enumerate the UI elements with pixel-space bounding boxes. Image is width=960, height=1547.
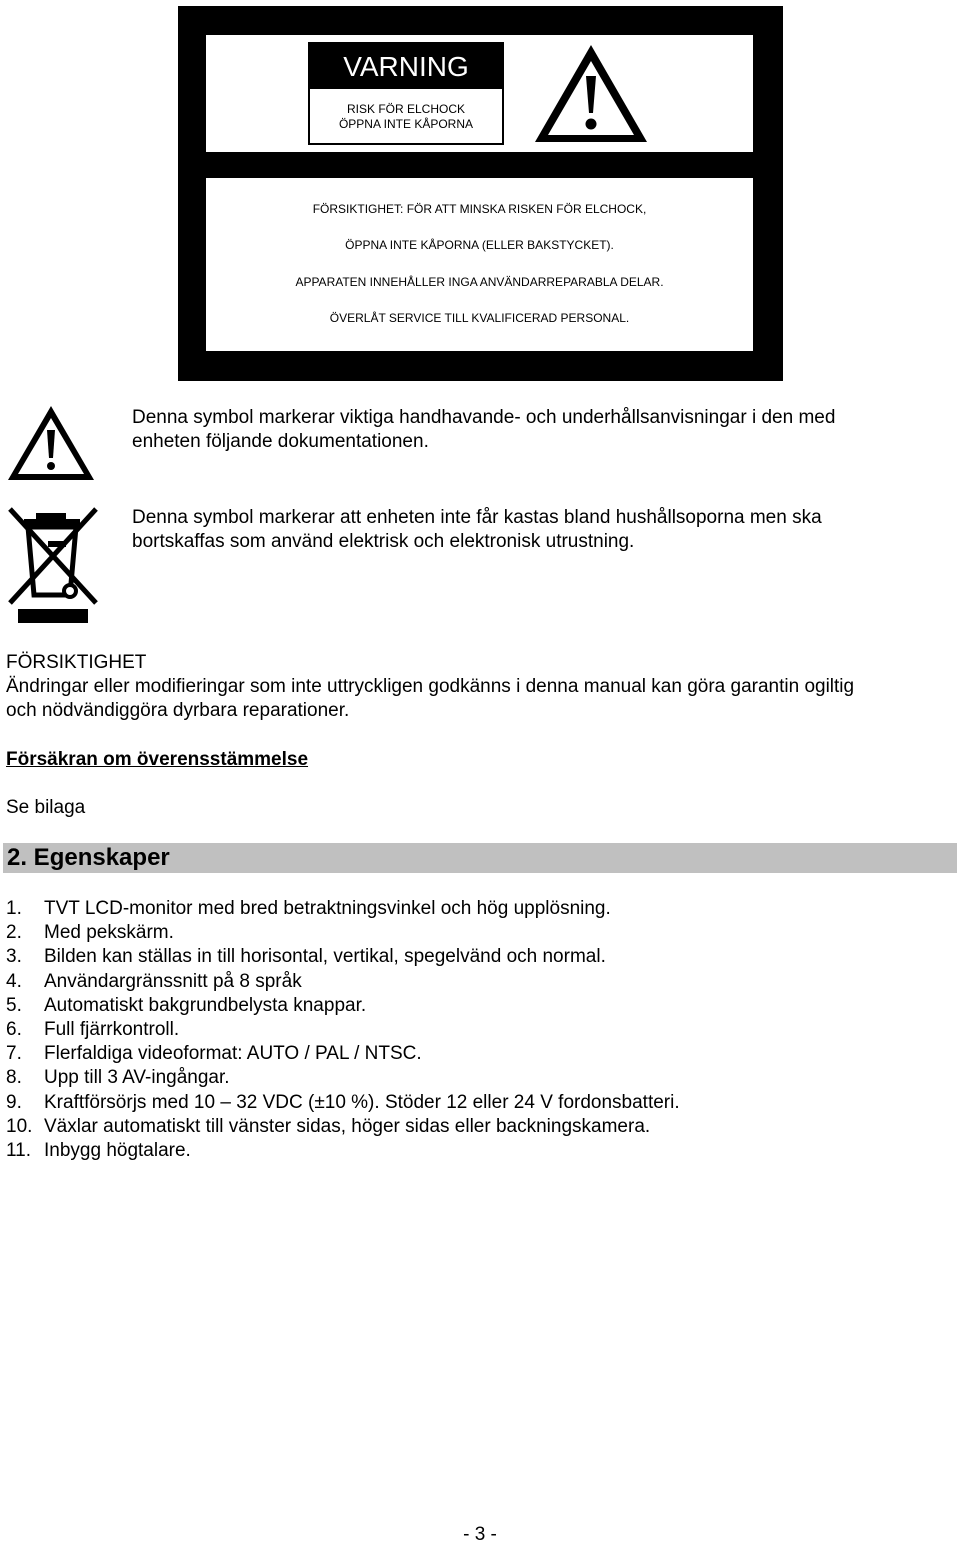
list-item bbox=[6, 1018, 956, 1042]
list-item-number: 9. bbox=[6, 1091, 22, 1113]
caution-text-line-1: Ändringar eller modifieringar som inte uttryckligen godkänns i denna manual kan göra garantin ogiltig bbox=[6, 676, 855, 697]
warning-triangle-icon bbox=[6, 404, 96, 482]
caution-line-1: FÖRSIKTIGHET: FÖR ATT MINSKA RISKEN FÖR ELCHOCK, bbox=[312, 202, 647, 216]
symbol-warning-text bbox=[132, 406, 932, 454]
list-item bbox=[6, 1139, 956, 1163]
symbol-warning-line-2: enheten följande dokumentationen. bbox=[132, 431, 429, 452]
list-item-number: 2. bbox=[6, 922, 22, 944]
list-item bbox=[6, 970, 956, 994]
list-item bbox=[6, 1042, 956, 1066]
section-header-bar bbox=[3, 843, 957, 873]
list-item bbox=[6, 994, 956, 1018]
list-item-text: Flerfaldiga videoformat: AUTO / PAL / NTSC. bbox=[44, 1043, 422, 1065]
list-item-text: Användargränssnitt på 8 språk bbox=[44, 970, 302, 992]
list-item-text: Full fjärrkontroll. bbox=[44, 1018, 180, 1040]
varning-subtitle-1: RISK FÖR ELCHOCK bbox=[346, 102, 466, 116]
list-item-text: Växlar automatiskt till vänster sidas, höger sidas eller backningskamera. bbox=[44, 1115, 651, 1137]
varning-label bbox=[308, 42, 504, 145]
caution-panel bbox=[206, 178, 753, 351]
conformity-heading: Försäkran om överensstämmelse bbox=[6, 749, 309, 770]
list-item-number: 8. bbox=[6, 1067, 22, 1089]
list-item-number: 5. bbox=[6, 994, 22, 1016]
warning-header bbox=[206, 35, 753, 152]
list-item bbox=[6, 1066, 956, 1090]
features-list bbox=[6, 897, 956, 1163]
list-item-text: Inbygg högtalare. bbox=[44, 1139, 191, 1161]
caution-line-2: ÖPPNA INTE KÅPORNA (ELLER BAKSTYCKET). bbox=[345, 238, 614, 252]
section-title: 2. Egenskaper bbox=[7, 844, 170, 871]
list-item bbox=[6, 945, 956, 969]
page-number: - 3 - bbox=[463, 1524, 497, 1545]
list-item-text: Bilden kan ställas in till horisontal, vertikal, spegelvänd och normal. bbox=[44, 946, 606, 968]
list-item-number: 7. bbox=[6, 1043, 22, 1065]
list-item bbox=[6, 1091, 956, 1115]
list-item-number: 4. bbox=[6, 970, 22, 992]
symbol-warning-line-1: Denna symbol markerar viktiga handhavande- och underhållsanvisningar i den med bbox=[132, 407, 836, 428]
symbol-bin-line-2: bortskaffas som använd elektrisk och elektronisk utrustning. bbox=[132, 531, 635, 552]
caution-heading: FÖRSIKTIGHET bbox=[6, 652, 147, 673]
caution-text-line-2: och nödvändiggöra dyrbara reparationer. bbox=[6, 700, 350, 721]
list-item-text: Automatiskt bakgrundbelysta knappar. bbox=[44, 994, 367, 1016]
caution-paragraph bbox=[6, 651, 956, 723]
list-item-number: 1. bbox=[6, 898, 22, 919]
list-item bbox=[6, 897, 956, 921]
list-item-number: 6. bbox=[6, 1018, 22, 1040]
caution-line-3: APPARATEN INNEHÅLLER INGA ANVÄNDARREPARABLA DELAR. bbox=[295, 275, 664, 289]
list-item bbox=[6, 1115, 956, 1139]
list-item bbox=[6, 921, 956, 945]
list-item-text: TVT LCD-monitor med bred betraktningsvinkel och hög upplösning. bbox=[44, 898, 611, 919]
list-item-text: Kraftförsörjs med 10 – 32 VDC (±10 %). Stöder 12 eller 24 V fordonsbatteri. bbox=[44, 1091, 680, 1113]
list-item-number: 10. bbox=[6, 1115, 33, 1137]
list-item-number: 3. bbox=[6, 946, 22, 968]
varning-subtitle-2: ÖPPNA INTE KÅPORNA bbox=[338, 117, 474, 131]
list-item-text: Upp till 3 AV-ingångar. bbox=[44, 1067, 230, 1089]
symbol-bin-text bbox=[132, 506, 932, 554]
warning-box bbox=[178, 6, 783, 381]
caution-line-4: ÖVERLÅT SERVICE TILL KVALIFICERAD PERSONAL. bbox=[329, 311, 630, 325]
list-item-number: 11. bbox=[6, 1139, 32, 1161]
varning-title: VARNING bbox=[310, 44, 502, 89]
list-item-text: Med pekskärm. bbox=[44, 922, 174, 944]
warning-triangle-icon bbox=[531, 41, 651, 146]
crossed-bin-icon bbox=[6, 505, 100, 627]
conformity-text: Se bilaga bbox=[6, 797, 86, 818]
symbol-bin-line-1: Denna symbol markerar att enheten inte får kastas bland hushållsoporna men ska bbox=[132, 507, 822, 528]
